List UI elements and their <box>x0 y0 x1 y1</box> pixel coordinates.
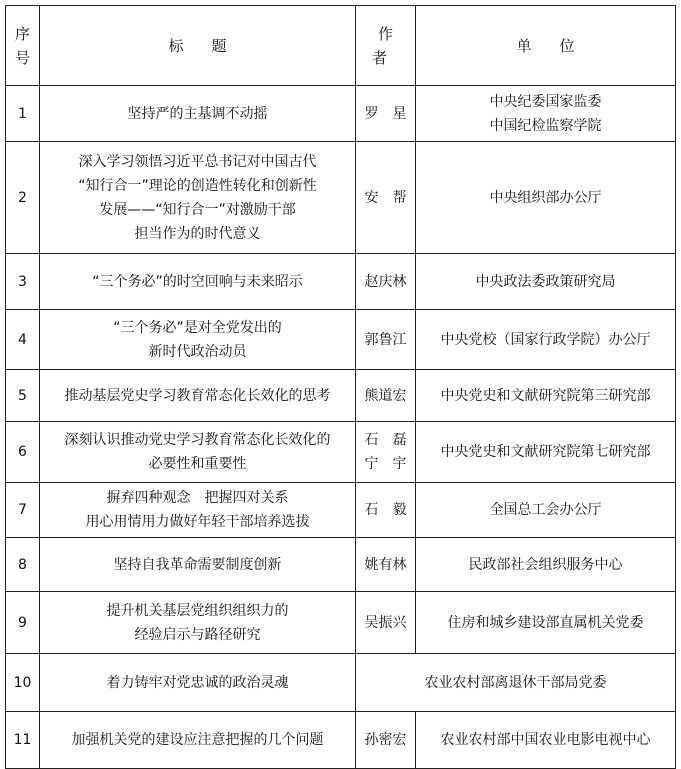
row-number-line: 2 <box>18 189 27 206</box>
row-title-line: 深刻认识推动党史学习教育常态化长效化的 <box>64 432 331 448</box>
row-title <box>40 592 356 654</box>
row-unit <box>416 592 676 654</box>
row-number-line: 1 <box>18 105 27 122</box>
row-unit-line: 中央党史和文献研究院第三研究部 <box>440 387 651 404</box>
row-author <box>356 538 416 592</box>
row-author-line: 罗 星 <box>364 105 407 122</box>
table-row <box>6 654 676 712</box>
row-title-line: 深入学习领悟习近平总书记对中国古代 <box>78 153 317 170</box>
row-author <box>356 142 416 254</box>
row-unit-line: 中央政法委政策研究局 <box>475 273 616 290</box>
table-row <box>6 538 676 592</box>
row-title <box>40 712 356 769</box>
row-unit-line: 中央党校（国家行政学院）办公厅 <box>440 331 651 348</box>
row-author <box>356 254 416 310</box>
row-unit <box>416 538 676 592</box>
table-row <box>6 422 676 483</box>
row-author-line: 吴振兴 <box>364 614 407 631</box>
row-unit-line: 民政部社会组织服务中心 <box>468 556 623 573</box>
row-unit-line: 中央纪委国家监委 <box>489 93 602 110</box>
row-number <box>6 592 40 654</box>
row-unit-line: 中央组织部办公厅 <box>489 189 602 206</box>
row-number-line: 11 <box>13 732 32 748</box>
header-unit: 单位 <box>416 6 676 86</box>
table-row <box>6 370 676 422</box>
row-title-line: 担当作为的时代意义 <box>134 225 261 242</box>
table-row <box>6 142 676 254</box>
row-number <box>6 712 40 769</box>
table-row <box>6 592 676 654</box>
row-number-line: 10 <box>13 674 32 691</box>
row-title <box>40 142 356 254</box>
row-title-line: 新时代政治动员 <box>148 343 247 360</box>
row-title-line: 发展——“知行合一”对激励干部 <box>99 201 296 218</box>
row-unit <box>416 142 676 254</box>
row-title-line: 经验启示与路径研究 <box>134 626 261 643</box>
row-author <box>356 483 416 538</box>
row-title-line: 必要性和重要性 <box>148 456 247 472</box>
row-number <box>6 422 40 483</box>
articles-table <box>5 5 676 769</box>
row-title <box>40 654 356 712</box>
row-number <box>6 654 40 712</box>
row-title-line: “知行合一”理论的创造性转化和创新性 <box>78 177 317 194</box>
row-unit <box>416 422 676 483</box>
row-number <box>6 483 40 538</box>
row-unit <box>416 712 676 769</box>
table-row <box>6 86 676 142</box>
row-author <box>356 310 416 370</box>
row-number-line: 8 <box>18 556 27 573</box>
row-title <box>40 370 356 422</box>
row-author-line: 姚有林 <box>364 556 407 573</box>
row-number-line: 3 <box>18 273 27 290</box>
row-author <box>356 592 416 654</box>
table-row <box>6 310 676 370</box>
row-title <box>40 86 356 142</box>
row-unit-line: 全国总工会办公厅 <box>489 502 602 518</box>
row-number <box>6 538 40 592</box>
row-title <box>40 422 356 483</box>
header-seq: 序 号 <box>6 6 40 86</box>
row-title-line: 推动基层党史学习教育常态化长效化的思考 <box>64 387 331 404</box>
row-author-line: 孙密宏 <box>364 732 407 748</box>
row-number-line: 5 <box>18 387 27 404</box>
row-title-line: “三个务必”是对全党发出的 <box>113 319 282 336</box>
row-number <box>6 86 40 142</box>
row-title <box>40 254 356 310</box>
row-author <box>356 86 416 142</box>
row-title <box>40 310 356 370</box>
row-number-line: 7 <box>18 502 27 518</box>
row-author-line: 宁 宇 <box>364 456 407 472</box>
row-title <box>40 483 356 538</box>
row-author <box>356 370 416 422</box>
row-author-line: 熊道宏 <box>364 387 407 404</box>
table-row <box>6 254 676 310</box>
row-title-line: 提升机关基层党组织组织力的 <box>106 602 289 619</box>
row-unit <box>416 254 676 310</box>
row-unit-line: 中央党史和文献研究院第七研究部 <box>440 444 651 460</box>
row-title-line: 用心用情用力做好年轻干部培养选拔 <box>85 514 310 530</box>
header-row <box>6 6 676 86</box>
row-title-line: 摒弃四种观念 把握四对关系 <box>106 490 289 506</box>
row-author-line: 石 磊 <box>364 432 407 448</box>
row-author-line: 郭鲁江 <box>364 331 407 348</box>
row-unit-line: 农业农村部离退休干部局党委 <box>424 674 607 691</box>
row-unit <box>356 654 676 712</box>
table-row <box>6 483 676 538</box>
row-unit <box>416 86 676 142</box>
row-unit-line: 住房和城乡建设部直属机关党委 <box>447 614 644 631</box>
row-title-line: 加强机关党的建设应注意把握的几个问题 <box>71 732 324 748</box>
row-unit <box>416 483 676 538</box>
row-title-line: 坚持自我革命需要制度创新 <box>113 556 282 573</box>
row-number-line: 4 <box>18 331 27 348</box>
row-author <box>356 712 416 769</box>
row-unit <box>416 370 676 422</box>
row-number <box>6 142 40 254</box>
header-author: 作者 <box>356 6 416 86</box>
row-title-line: 坚持严的主基调不动摇 <box>127 105 268 122</box>
row-number-line: 6 <box>18 444 27 460</box>
row-author-line: 石 毅 <box>364 502 407 518</box>
row-unit-line: 农业农村部中国农业电影电视中心 <box>440 732 651 748</box>
row-author-line: 赵庆林 <box>364 273 407 290</box>
row-number <box>6 370 40 422</box>
row-unit-line: 中国纪检监察学院 <box>489 117 602 134</box>
row-number-line: 9 <box>18 614 27 631</box>
row-author <box>356 422 416 483</box>
row-title-line: “三个务必”的时空回响与未来昭示 <box>92 273 303 290</box>
row-number <box>6 310 40 370</box>
table-row <box>6 712 676 769</box>
row-number <box>6 254 40 310</box>
row-title <box>40 538 356 592</box>
row-author-line: 安 帮 <box>364 189 407 206</box>
row-title-line: 着力铸牢对党忠诚的政治灵魂 <box>106 674 289 691</box>
row-unit <box>416 310 676 370</box>
header-title: 标题 <box>40 6 356 86</box>
